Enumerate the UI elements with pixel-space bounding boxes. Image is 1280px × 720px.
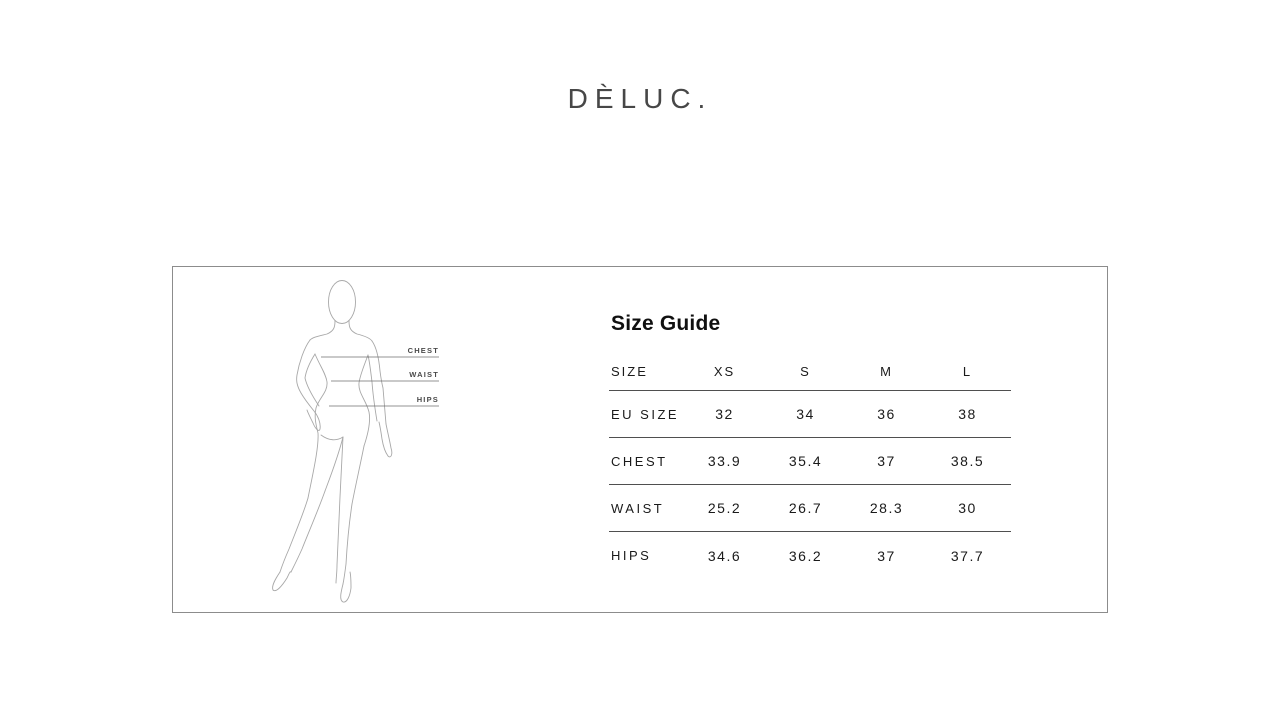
cell-value: 37: [877, 453, 896, 469]
size-table-header: [609, 353, 1011, 391]
cell-value: 34: [796, 406, 815, 422]
size-guide-panel: [172, 266, 1108, 613]
chest-label: CHEST: [407, 346, 439, 355]
header-m: M: [880, 364, 893, 379]
table-row-chest: [609, 438, 1011, 485]
row-label: CHEST: [611, 453, 668, 469]
cell-value: 32: [715, 406, 734, 422]
size-table-section: [609, 312, 1011, 579]
header-l: L: [962, 364, 973, 379]
header-s: S: [800, 364, 811, 379]
cell-value: 37.7: [950, 547, 985, 564]
header-size: SIZE: [611, 364, 648, 379]
cell-value: 30: [958, 500, 977, 516]
cell-value: 34.6: [707, 547, 742, 564]
row-label: HIPS: [611, 548, 652, 563]
row-label: EU SIZE: [611, 406, 680, 422]
cell-value: 36: [877, 406, 896, 422]
size-guide-title: Size Guide: [611, 312, 721, 335]
table-row-hips: [609, 532, 1011, 579]
table-row-waist: [609, 485, 1011, 532]
row-label: WAIST: [611, 500, 665, 516]
cell-value: 35.4: [788, 453, 823, 469]
cell-value: 33.9: [707, 453, 742, 469]
cell-value: 36.2: [788, 547, 823, 564]
cell-value: 38.5: [950, 453, 985, 469]
cell-value: 38: [958, 406, 977, 422]
hips-label: HIPS: [416, 395, 439, 404]
cell-value: 25.2: [707, 500, 742, 516]
header-xs: XS: [713, 364, 736, 379]
cell-value: 26.7: [788, 500, 823, 516]
cell-value: 37: [877, 547, 896, 564]
table-row-eu-size: [609, 391, 1011, 438]
waist-label: WAIST: [409, 370, 439, 379]
cell-value: 28.3: [869, 500, 904, 516]
croquis-figure: [263, 275, 543, 607]
figure-outline: [273, 281, 392, 603]
brand-logo: DÈLUC.: [567, 83, 713, 114]
